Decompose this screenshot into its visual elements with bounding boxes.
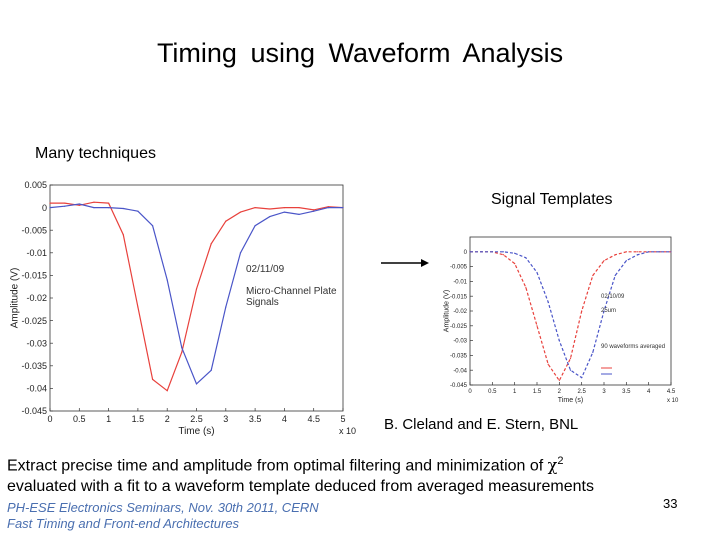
chi-symbol: χ xyxy=(547,455,558,475)
x-tick-label: 3.5 xyxy=(248,414,262,424)
y-tick-label: -0.03 xyxy=(26,338,47,349)
series-1-point xyxy=(536,272,537,273)
series-1-point xyxy=(152,225,153,226)
series-0-point xyxy=(255,207,256,208)
series-1-point xyxy=(284,212,285,213)
series-1-point xyxy=(659,251,660,252)
series-0-point xyxy=(225,221,226,222)
annotation-averaged: 90 waveforms averaged xyxy=(601,344,666,350)
series-0-point xyxy=(503,254,504,255)
annotation-date: 02/10/09 xyxy=(601,294,625,300)
summary-text xyxy=(7,451,717,497)
summary-part-a: Extract precise time and amplitude from optimal filtering and minimization of xyxy=(7,457,548,475)
series-1-point xyxy=(670,251,671,252)
series-0-point xyxy=(570,358,571,359)
series-1-point xyxy=(492,251,493,252)
series-1-point xyxy=(298,214,299,215)
x-tick-label: 2 xyxy=(164,414,170,424)
y-tick-label: -0.005 xyxy=(21,225,47,236)
series-1-point xyxy=(503,251,504,252)
series-0-point xyxy=(79,205,80,206)
x-tick-label: 0 xyxy=(468,389,472,395)
y-tick-label: -0.035 xyxy=(21,360,47,371)
series-0-point xyxy=(548,364,549,365)
x-tick-label: 3 xyxy=(223,414,229,424)
series-0-point xyxy=(211,243,212,244)
series-0-point xyxy=(603,260,604,261)
footer-line-2: Fast Timing and Front-end Architectures xyxy=(7,516,240,531)
y-tick-label: -0.015 xyxy=(449,294,467,301)
y-tick-label: -0.02 xyxy=(453,309,467,316)
x-tick-label: 2.5 xyxy=(577,389,586,395)
credit-text: B. Cleland and E. Stern, BNL xyxy=(384,416,579,433)
arrow-icon xyxy=(381,259,429,267)
annotation-size: 25um xyxy=(601,308,617,314)
x-tick-label: 2 xyxy=(557,389,562,395)
series-1-point xyxy=(592,352,593,353)
intro-text: Many techniques xyxy=(35,145,156,162)
series-0-point xyxy=(536,325,537,326)
series-1-point xyxy=(64,206,65,207)
x-tick-label: 1.5 xyxy=(532,389,542,395)
series-0-point xyxy=(167,390,168,391)
y-tick-label: -0.025 xyxy=(21,315,47,326)
x-tick-label: 0.5 xyxy=(73,414,86,424)
x-tick-label: 1 xyxy=(512,389,517,395)
x-axis-label: Time (s) xyxy=(557,397,584,404)
annotation-signals: Signals xyxy=(246,297,279,308)
annotation-detector: Micro-Channel Plate xyxy=(246,286,337,297)
y-tick-label: 0 xyxy=(463,249,467,256)
y-tick-label: -0.015 xyxy=(21,270,47,281)
y-tick-label: -0.03 xyxy=(453,338,467,345)
series-1-point xyxy=(548,302,549,303)
series-1-point xyxy=(559,340,560,341)
series-1-point xyxy=(581,377,582,378)
y-tick-label: 0 xyxy=(41,202,47,213)
y-tick-label: -0.04 xyxy=(453,368,467,375)
x-tick-label: 3 xyxy=(602,389,606,395)
x-tick-label: 3.5 xyxy=(622,389,631,395)
x-tick-label: 1 xyxy=(106,414,112,424)
series-0-point xyxy=(637,251,638,252)
series-0-point xyxy=(137,306,138,307)
series-0-point xyxy=(298,207,299,208)
x-tick-label: 4.5 xyxy=(666,389,676,395)
x-tick-label: 4 xyxy=(281,414,287,424)
series-1-point xyxy=(269,216,270,217)
series-0-point xyxy=(284,207,285,208)
series-1-point xyxy=(481,251,482,252)
x-tick-label: 0 xyxy=(47,414,53,424)
series-0-point xyxy=(514,263,515,264)
series-0-point xyxy=(592,275,593,276)
annotation-date: 02/11/09 xyxy=(246,264,285,275)
waveform-chart xyxy=(10,180,356,437)
y-tick-label: -0.04 xyxy=(26,383,47,394)
series-1-point xyxy=(49,207,50,208)
series-1-point xyxy=(181,347,182,348)
y-tick-label: -0.035 xyxy=(449,353,467,360)
x-tick-label: 1.5 xyxy=(131,414,145,424)
series-0-point xyxy=(626,251,627,252)
series-0-point xyxy=(525,287,526,288)
series-1-point xyxy=(123,208,124,209)
template-label: Signal Templates xyxy=(491,191,613,208)
y-tick-label: -0.02 xyxy=(26,293,47,304)
series-0-point xyxy=(49,202,50,203)
page-number: 33 xyxy=(663,496,678,511)
series-0-point xyxy=(581,310,582,311)
series-1-point xyxy=(240,252,241,253)
y-tick-label: -0.01 xyxy=(453,279,467,286)
series-0-point xyxy=(181,352,182,353)
y-axis-label: Amplitude (V) xyxy=(9,267,21,329)
series-1-point xyxy=(615,275,616,276)
series-1-point xyxy=(469,251,470,252)
plot-area xyxy=(470,237,671,385)
y-tick-label: -0.045 xyxy=(449,383,467,390)
series-0-point xyxy=(123,234,124,235)
series-1-point xyxy=(328,207,329,208)
y-axis-label: Amplitude (V) xyxy=(443,289,451,333)
series-0-point xyxy=(152,379,153,380)
footer-line-1: PH-ESE Electronics Seminars, Nov. 30th 2011, CERN xyxy=(7,500,319,515)
series-1-point xyxy=(167,279,168,280)
series-1-point xyxy=(93,207,94,208)
series-0-point xyxy=(108,202,109,203)
series-0-point xyxy=(269,208,270,209)
summary-part-b: evaluated with a fit to a waveform template deduced from averaged measurements xyxy=(7,478,594,496)
series-1-point xyxy=(79,203,80,204)
y-tick-label: -0.025 xyxy=(449,323,467,330)
y-tick-label: -0.01 xyxy=(26,247,47,258)
series-1-point xyxy=(626,260,627,261)
series-0-point xyxy=(615,254,616,255)
template-chart xyxy=(443,237,679,404)
series-1-point xyxy=(255,225,256,226)
series-1-point xyxy=(648,251,649,252)
plot-area xyxy=(50,185,343,411)
series-1-point xyxy=(570,370,571,371)
footer xyxy=(7,500,319,532)
y-tick-label: 0.005 xyxy=(24,180,47,191)
series-1-point xyxy=(637,254,638,255)
series-1-point xyxy=(514,253,515,254)
x-exponent-label: x 10 xyxy=(667,398,679,404)
series-0-point xyxy=(93,202,94,203)
chi-power: 2 xyxy=(557,455,564,467)
series-1-point xyxy=(211,370,212,371)
slide-title: Timing using Waveform Analysis xyxy=(156,38,564,68)
x-exponent-label: x 10 xyxy=(339,426,357,436)
series-0-point xyxy=(559,380,560,381)
series-0-point xyxy=(313,209,314,210)
series-1-point xyxy=(225,306,226,307)
series-0-point xyxy=(240,212,241,213)
series-1-point xyxy=(342,207,343,208)
y-tick-label: -0.045 xyxy=(21,406,47,417)
series-0-point xyxy=(64,202,65,203)
series-0-point xyxy=(196,288,197,289)
y-tick-label: -0.005 xyxy=(449,264,467,271)
x-axis-label: Time (s) xyxy=(178,426,215,437)
series-1-point xyxy=(196,383,197,384)
x-tick-label: 0.5 xyxy=(488,389,497,395)
series-1-point xyxy=(137,211,138,212)
x-tick-label: 4 xyxy=(646,389,651,395)
series-1-point xyxy=(313,211,314,212)
series-1-point xyxy=(108,207,109,208)
x-tick-label: 2.5 xyxy=(190,414,203,424)
series-1-point xyxy=(525,257,526,258)
x-tick-label: 4.5 xyxy=(307,414,320,424)
x-tick-label: 5 xyxy=(340,414,346,424)
